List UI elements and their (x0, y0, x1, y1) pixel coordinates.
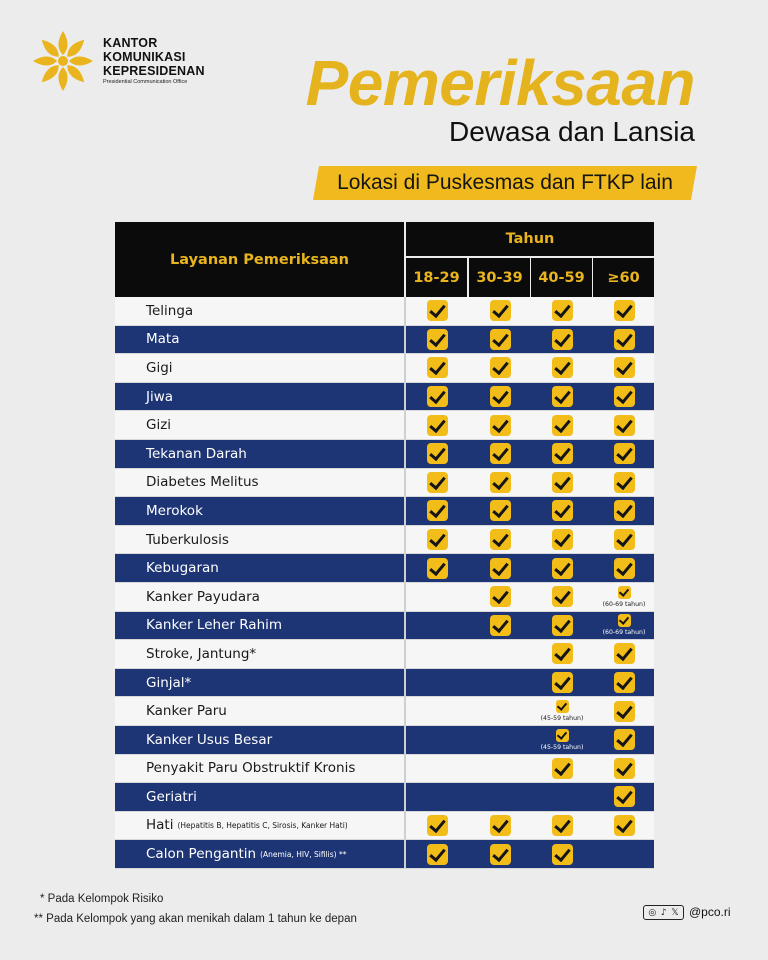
age-cell (406, 583, 468, 611)
table-row (115, 354, 654, 383)
table-row (115, 640, 654, 669)
age-cell (406, 440, 468, 468)
check-icon (552, 329, 573, 350)
years-header: Tahun (406, 222, 654, 256)
service-label (146, 812, 348, 840)
table-row (115, 583, 654, 612)
age-cell (593, 297, 655, 325)
service-label (146, 497, 203, 525)
age-cell (406, 497, 468, 525)
table-row (115, 469, 654, 498)
age-cell (469, 297, 531, 325)
service-label (146, 783, 197, 811)
service-name: Hati (146, 817, 174, 834)
age-header-60-plus: ≥60 (593, 258, 654, 297)
age-cell (469, 697, 531, 725)
age-range-note: (45-59 tahun) (540, 743, 584, 751)
table-row (115, 783, 654, 812)
check-icon (552, 558, 573, 579)
age-cell (531, 612, 593, 640)
table-row (115, 297, 654, 326)
age-cell (593, 669, 655, 697)
service-label (146, 554, 219, 582)
check-icon (427, 529, 448, 550)
check-icon (614, 643, 635, 664)
age-cell (469, 497, 531, 525)
age-range-note: (45-59 tahun) (540, 715, 584, 723)
check-icon (614, 558, 635, 579)
age-cell (406, 726, 468, 754)
age-cell (531, 526, 593, 554)
age-cell (531, 554, 593, 582)
age-cell (593, 812, 655, 840)
age-cell (531, 726, 593, 754)
age-cell (531, 697, 593, 725)
table-row (115, 840, 654, 869)
check-icon (490, 386, 511, 407)
table-row (115, 497, 654, 526)
check-icon (427, 300, 448, 321)
check-icon (552, 758, 573, 779)
check-icon (614, 443, 635, 464)
check-icon (490, 357, 511, 378)
age-cell (406, 383, 468, 411)
age-cell (593, 411, 655, 439)
table-row (115, 669, 654, 698)
age-cell (531, 583, 593, 611)
age-cell (531, 669, 593, 697)
check-icon (552, 386, 573, 407)
service-name: Kebugaran (146, 560, 219, 577)
age-cell (469, 840, 531, 868)
age-cell (469, 755, 531, 783)
check-icon (556, 729, 569, 742)
table-row (115, 411, 654, 440)
age-cell (531, 840, 593, 868)
age-cell (469, 612, 531, 640)
service-label (146, 840, 346, 868)
check-icon (614, 500, 635, 521)
age-cell (593, 755, 655, 783)
check-icon (552, 472, 573, 493)
age-cell (406, 755, 468, 783)
check-icon (427, 357, 448, 378)
age-cell (406, 411, 468, 439)
check-icon (552, 529, 573, 550)
age-cell (593, 440, 655, 468)
age-cell (406, 297, 468, 325)
age-cell (406, 783, 468, 811)
age-cell (593, 840, 655, 868)
age-cell (531, 640, 593, 668)
tiktok-icon[interactable]: ♪ (660, 907, 667, 918)
check-icon (552, 586, 573, 607)
check-icon (490, 558, 511, 579)
table-row (115, 440, 654, 469)
age-cell (469, 640, 531, 668)
table-row (115, 755, 654, 784)
table-row (115, 697, 654, 726)
age-cell (531, 469, 593, 497)
service-name: Gizi (146, 417, 172, 434)
service-name: Merokok (146, 502, 203, 519)
age-cell (593, 497, 655, 525)
service-column-header: Layanan Pemeriksaan (115, 222, 404, 297)
check-icon (618, 586, 631, 599)
org-subtitle: Presidential Communication Office (103, 79, 188, 85)
footnote-2: ** Pada Kelompok yang akan menikah dalam 1 tahun ke depan (34, 913, 357, 925)
service-detail: (Anemia, HIV, Sifilis) ** (260, 849, 347, 859)
service-name: Gigi (146, 359, 173, 376)
age-cell (469, 383, 531, 411)
check-icon (427, 386, 448, 407)
check-icon (552, 357, 573, 378)
age-cell (406, 669, 468, 697)
service-name: Kanker Usus Besar (146, 731, 273, 748)
service-label (146, 383, 173, 411)
check-icon (490, 329, 511, 350)
social-handle[interactable]: @pco.ri (689, 905, 731, 919)
service-name: Kanker Payudara (146, 588, 260, 605)
check-icon (427, 415, 448, 436)
age-cell (469, 354, 531, 382)
age-cell (469, 783, 531, 811)
age-cell (469, 411, 531, 439)
age-cell (406, 554, 468, 582)
check-icon (427, 815, 448, 836)
age-header-40-59: 40-59 (531, 258, 592, 297)
table-row (115, 612, 654, 641)
age-cell (406, 326, 468, 354)
service-name: Kanker Paru (146, 703, 227, 720)
age-range-note: (60-69 tahun) (602, 629, 646, 637)
age-cell (469, 526, 531, 554)
age-cell (531, 297, 593, 325)
check-icon (614, 815, 635, 836)
check-icon (490, 529, 511, 550)
age-cell (406, 612, 468, 640)
age-cell (593, 526, 655, 554)
check-icon (552, 615, 573, 636)
location-banner: Lokasi di Puskesmas dan FTKP lain (337, 171, 673, 194)
service-name: Jiwa (146, 388, 174, 405)
age-cell (531, 440, 593, 468)
age-cell (593, 612, 655, 640)
check-icon (552, 443, 573, 464)
check-icon (614, 672, 635, 693)
age-cell (469, 326, 531, 354)
service-label (146, 612, 282, 640)
age-cell (469, 812, 531, 840)
age-cell (469, 554, 531, 582)
check-icon (427, 329, 448, 350)
service-name: Ginjal* (146, 674, 192, 691)
page-title: Pemeriksaan (305, 47, 695, 119)
age-cell (593, 783, 655, 811)
age-cell (406, 812, 468, 840)
age-cell (469, 726, 531, 754)
table-row (115, 326, 654, 355)
age-cell (406, 840, 468, 868)
age-cell (531, 755, 593, 783)
service-label (146, 640, 256, 668)
service-label (146, 326, 180, 354)
age-cell (531, 783, 593, 811)
check-icon (490, 586, 511, 607)
age-cell (593, 697, 655, 725)
social-icons (643, 905, 684, 920)
check-icon (427, 472, 448, 493)
age-cell (593, 583, 655, 611)
page-subtitle: Dewasa dan Lansia (449, 116, 695, 147)
service-label (146, 697, 227, 725)
age-cell (406, 640, 468, 668)
age-cell (531, 383, 593, 411)
service-label (146, 440, 247, 468)
check-icon (556, 700, 569, 713)
check-icon (490, 815, 511, 836)
check-icon (614, 786, 635, 807)
check-icon (552, 815, 573, 836)
service-label (146, 669, 191, 697)
check-icon (614, 472, 635, 493)
check-icon (490, 300, 511, 321)
service-label (146, 583, 260, 611)
check-icon (490, 615, 511, 636)
table-row (115, 812, 654, 841)
service-label (146, 469, 259, 497)
age-cell (469, 440, 531, 468)
org-name (103, 36, 205, 85)
age-cell (531, 812, 593, 840)
service-detail: (Hepatitis B, Hepatitis C, Sirosis, Kanker Hati) (177, 820, 348, 830)
age-cell (469, 583, 531, 611)
check-icon (427, 558, 448, 579)
age-cell (593, 326, 655, 354)
table-header (115, 222, 654, 297)
age-header-30-39: 30-39 (469, 258, 530, 297)
service-label (146, 354, 173, 382)
check-icon (614, 329, 635, 350)
age-cell (593, 726, 655, 754)
check-icon (618, 614, 631, 627)
service-label (146, 297, 193, 325)
table-row (115, 526, 654, 555)
check-icon (614, 300, 635, 321)
service-name: Diabetes Melitus (146, 474, 259, 491)
check-icon (614, 386, 635, 407)
table-body (115, 297, 654, 869)
check-icon (552, 415, 573, 436)
age-cell (593, 383, 655, 411)
service-label (146, 726, 272, 754)
check-icon (614, 701, 635, 722)
table-row (115, 726, 654, 755)
check-icon (427, 443, 448, 464)
age-cell (593, 640, 655, 668)
service-name: Calon Pengantin (146, 846, 257, 863)
age-cell (469, 669, 531, 697)
service-name: Telinga (146, 302, 194, 319)
service-name: Stroke, Jantung* (146, 645, 257, 662)
age-cell (593, 554, 655, 582)
check-icon (614, 758, 635, 779)
service-name: Mata (146, 331, 180, 348)
age-cell (406, 469, 468, 497)
age-cell (469, 469, 531, 497)
age-cell (406, 354, 468, 382)
table-row (115, 383, 654, 412)
age-header-18-29: 18-29 (406, 258, 467, 297)
service-name: Tuberkulosis (146, 531, 229, 548)
check-icon (490, 472, 511, 493)
age-cell (531, 326, 593, 354)
age-cell (406, 526, 468, 554)
service-name: Geriatri (146, 788, 197, 805)
pco-logo-icon (30, 28, 96, 94)
service-name: Penyakit Paru Obstruktif Kronis (146, 760, 356, 777)
service-label (146, 411, 171, 439)
service-label (146, 526, 229, 554)
services-table (115, 222, 654, 869)
service-name: Kanker Leher Rahim (146, 617, 283, 634)
check-icon (427, 844, 448, 865)
check-icon (490, 500, 511, 521)
age-cell (531, 497, 593, 525)
check-icon (614, 357, 635, 378)
service-name: Tekanan Darah (146, 445, 247, 462)
age-cell (531, 354, 593, 382)
check-icon (552, 844, 573, 865)
age-cell (531, 411, 593, 439)
x-icon[interactable]: 𝕏 (671, 907, 679, 918)
check-icon (552, 300, 573, 321)
service-label (146, 755, 355, 783)
org-line-2: KOMUNIKASI (103, 50, 186, 64)
check-icon (427, 500, 448, 521)
check-icon (614, 729, 635, 750)
check-icon (490, 415, 511, 436)
check-icon (490, 443, 511, 464)
check-icon (552, 643, 573, 664)
age-cell (593, 469, 655, 497)
check-icon (614, 415, 635, 436)
age-cell (406, 697, 468, 725)
check-icon (614, 529, 635, 550)
table-row (115, 554, 654, 583)
age-cell (593, 354, 655, 382)
check-icon (490, 844, 511, 865)
instagram-icon[interactable]: ◎ (648, 907, 657, 918)
footnote-1: * Pada Kelompok Risiko (40, 893, 164, 905)
check-icon (552, 672, 573, 693)
org-line-1: KANTOR (103, 36, 158, 50)
age-range-note: (60-69 tahun) (602, 600, 646, 608)
check-icon (552, 500, 573, 521)
org-line-3: KEPRESIDENAN (103, 64, 205, 78)
